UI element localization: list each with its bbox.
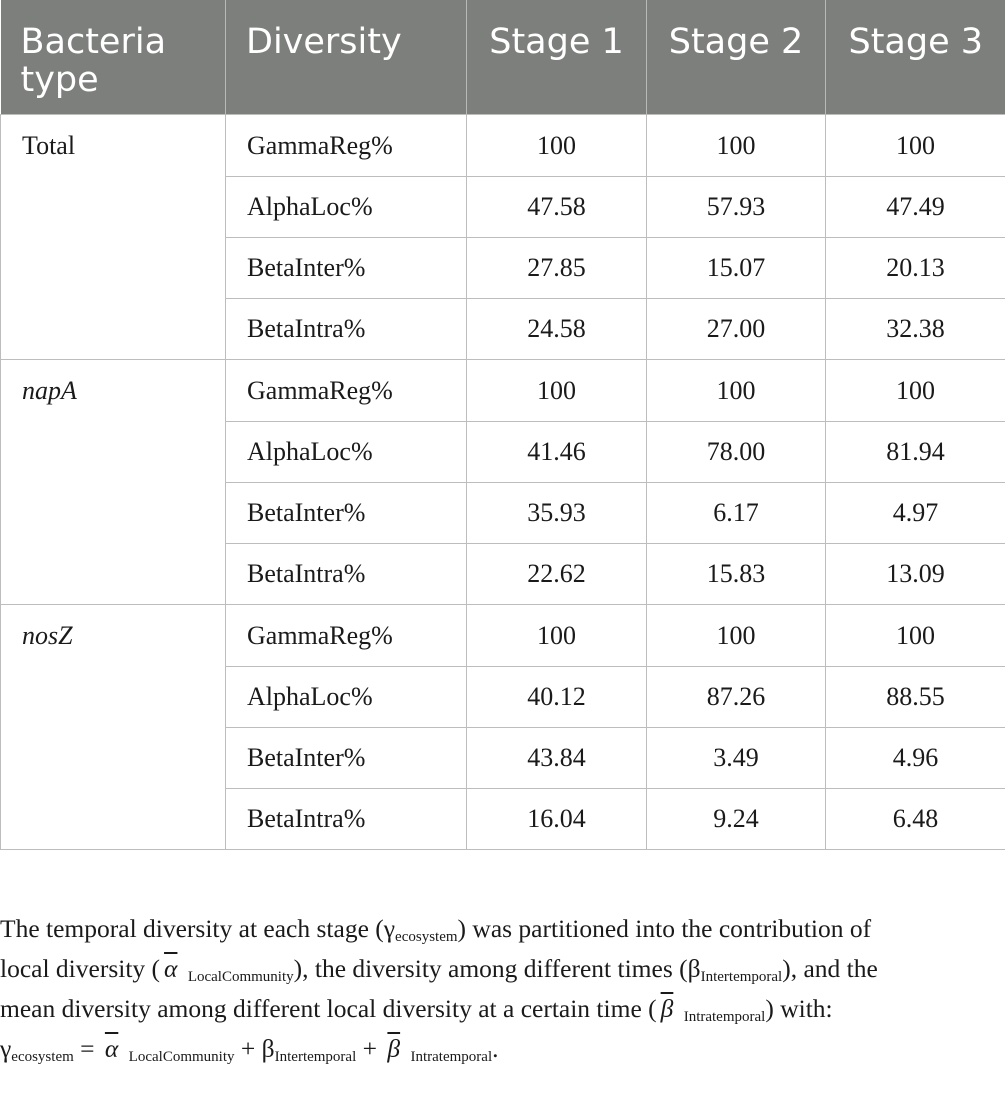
header-stage-2: Stage 2	[647, 0, 826, 115]
value-cell: 6.17	[647, 483, 826, 544]
group-label: nosZ	[1, 605, 226, 850]
metric-cell: BetaIntra%	[226, 299, 467, 360]
value-cell: 47.49	[826, 177, 1005, 238]
table-row	[1, 605, 1005, 667]
value-cell: 15.07	[647, 238, 826, 299]
value-cell: 81.94	[826, 422, 1005, 483]
value-cell: 27.85	[467, 238, 647, 299]
value-cell: 27.00	[647, 299, 826, 360]
value-cell: 3.49	[647, 728, 826, 789]
value-cell: 100	[647, 360, 826, 422]
metric-cell: GammaReg%	[226, 605, 467, 667]
alpha-bar-symbol: $\overline{\alpha}$	[164, 954, 178, 983]
value-cell: 15.83	[647, 544, 826, 605]
header-stage-1: Stage 1	[467, 0, 647, 115]
value-cell: 16.04	[467, 789, 647, 850]
metric-cell: BetaInter%	[226, 483, 467, 544]
footnote-line-3: mean diversity among different local diversity at a certain time ( $\overline{\beta}$ $_{Intratemporal}$) with:	[0, 994, 833, 1025]
value-cell: 100	[467, 360, 647, 422]
value-cell: 43.84	[467, 728, 647, 789]
metric-cell: GammaReg%	[226, 360, 467, 422]
beta-bar-symbol: $\overline{\beta}$	[660, 994, 674, 1023]
metric-cell: BetaIntra%	[226, 789, 467, 850]
value-cell: 41.46	[467, 422, 647, 483]
alpha-bar-symbol: $\overline{\alpha}$	[104, 1034, 119, 1063]
value-cell: 13.09	[826, 544, 1005, 605]
table-footnote	[0, 913, 1005, 1073]
value-cell: 100	[826, 360, 1005, 422]
header-bacteria-type: Bacteria type	[1, 0, 226, 115]
header-diversity: Diversity	[226, 0, 467, 115]
value-cell: 57.93	[647, 177, 826, 238]
value-cell: 22.62	[467, 544, 647, 605]
metric-cell: BetaInter%	[226, 728, 467, 789]
header-row	[1, 0, 1005, 115]
table-row	[1, 360, 1005, 422]
value-cell: 100	[647, 605, 826, 667]
value-cell: 100	[826, 605, 1005, 667]
value-cell: 6.48	[826, 789, 1005, 850]
metric-cell: BetaInter%	[226, 238, 467, 299]
header-stage-3: Stage 3	[826, 0, 1005, 115]
metric-cell: GammaReg%	[226, 115, 467, 177]
footnote-equation: $\gamma_{ecosystem} = \overline{\alpha}$ $_{LocalCommunity} + \beta_{Intertemporal} + \overline{\beta}$ $_{Intratemporal}$.	[0, 1034, 499, 1065]
value-cell: 100	[467, 115, 647, 177]
value-cell: 100	[467, 605, 647, 667]
value-cell: 32.38	[826, 299, 1005, 360]
footnote-line-2: local diversity ( $\overline{\alpha}$ $_{LocalCommunity}$), the diversity among different times $(\beta_{Intertemporal})$, and the	[0, 954, 878, 985]
value-cell: 100	[647, 115, 826, 177]
value-cell: 24.58	[467, 299, 647, 360]
table-row	[1, 115, 1005, 177]
value-cell: 88.55	[826, 667, 1005, 728]
value-cell: 20.13	[826, 238, 1005, 299]
value-cell: 87.26	[647, 667, 826, 728]
value-cell: 40.12	[467, 667, 647, 728]
value-cell: 4.97	[826, 483, 1005, 544]
value-cell: 4.96	[826, 728, 1005, 789]
group-label: napA	[1, 360, 226, 605]
value-cell: 47.58	[467, 177, 647, 238]
beta-bar-symbol: $\overline{\beta}$	[387, 1034, 401, 1063]
metric-cell: AlphaLoc%	[226, 667, 467, 728]
group-label: Total	[1, 115, 226, 360]
metric-cell: BetaIntra%	[226, 544, 467, 605]
footnote-line-1: The temporal diversity at each stage $(\gamma_{ecosystem})$ was partitioned into the contribution of	[0, 914, 872, 945]
metric-cell: AlphaLoc%	[226, 422, 467, 483]
value-cell: 78.00	[647, 422, 826, 483]
metric-cell: AlphaLoc%	[226, 177, 467, 238]
value-cell: 100	[826, 115, 1005, 177]
value-cell: 9.24	[647, 789, 826, 850]
value-cell: 35.93	[467, 483, 647, 544]
